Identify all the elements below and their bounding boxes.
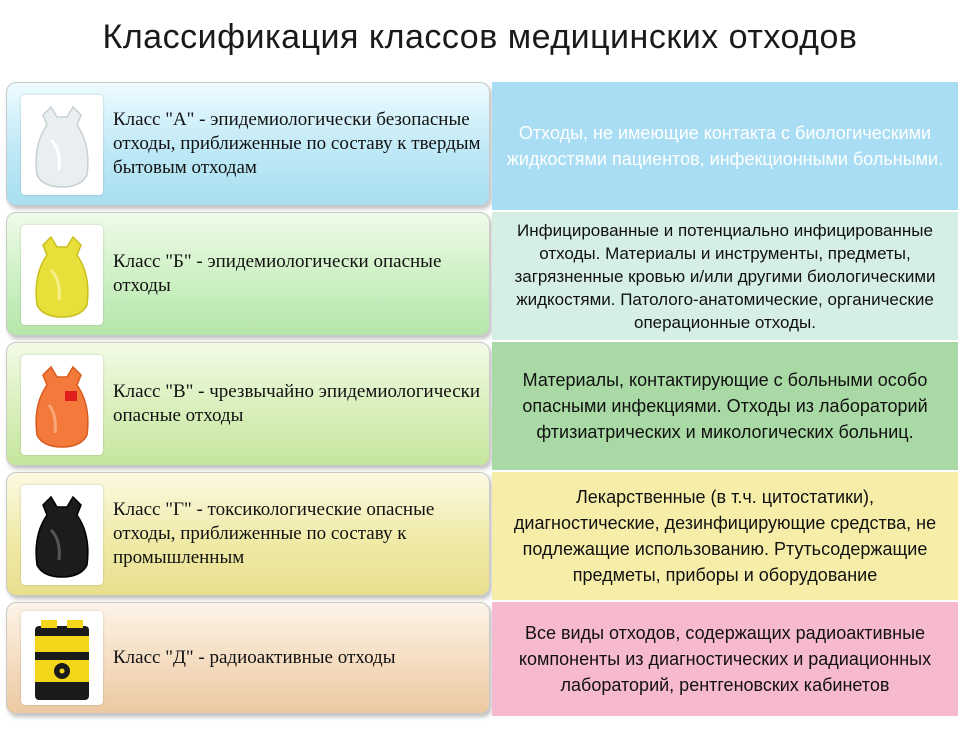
class-v-description: Материалы, контактирующие с больными особо опасными инфекциями. Отходы из лабораторий фтизиатрических и микологических больниц. xyxy=(492,342,958,470)
class-d-card xyxy=(6,602,490,714)
class-g-row xyxy=(6,472,960,602)
black-bag-icon xyxy=(21,485,103,585)
red-bag-icon xyxy=(21,355,103,455)
white-bag-icon xyxy=(21,95,103,195)
class-b-card xyxy=(6,212,490,336)
class-g-label: Класс "Г" - токсикологические опасные отходы, приближенные по составу к промышленным xyxy=(113,499,435,568)
class-v-row xyxy=(6,342,960,472)
radioactive-barrel-icon xyxy=(21,611,103,705)
class-d-label: Класс "Д" - радиоактивные отходы xyxy=(113,647,396,668)
page-title: Классификация классов медицинских отходов xyxy=(102,18,858,56)
class-a-label: Класс "А" - эпидемиологически безопасные отходы, приближенные по составу к твердым бытовым отходам xyxy=(113,109,481,178)
class-g-card xyxy=(6,472,490,596)
class-v-card xyxy=(6,342,490,466)
class-d-description: Все виды отходов, содержащих радиоактивные компоненты из диагностических и радиационных лабораторий, рентгеновских кабинетов xyxy=(492,602,958,716)
class-a-row xyxy=(6,82,960,212)
yellow-bag-icon xyxy=(21,225,103,325)
class-d-row xyxy=(6,602,960,732)
class-v-label: Класс "В" - чрезвычайно эпидемиологически опасные отходы xyxy=(113,381,481,426)
class-a-card xyxy=(6,82,490,206)
class-b-label: Класс "Б" - эпидемиологически опасные отходы xyxy=(113,251,442,296)
class-b-description: Инфицированные и потенциально инфицированные отходы. Материалы и инструменты, предметы, загрязненные кровью и/или другими биологическими жидкостями. Патолого-анатомические, органические операционные отходы. xyxy=(492,212,958,340)
class-g-description: Лекарственные (в т.ч. цитостатики), диагностические, дезинфицирующие средства, не подлежащие использованию. Ртутьсодержащие предметы, приборы и оборудование xyxy=(492,472,958,600)
class-b-row xyxy=(6,212,960,342)
class-a-description: Отходы, не имеющие контакта с биологическими жидкостями пациентов, инфекционными больными. xyxy=(492,82,958,210)
